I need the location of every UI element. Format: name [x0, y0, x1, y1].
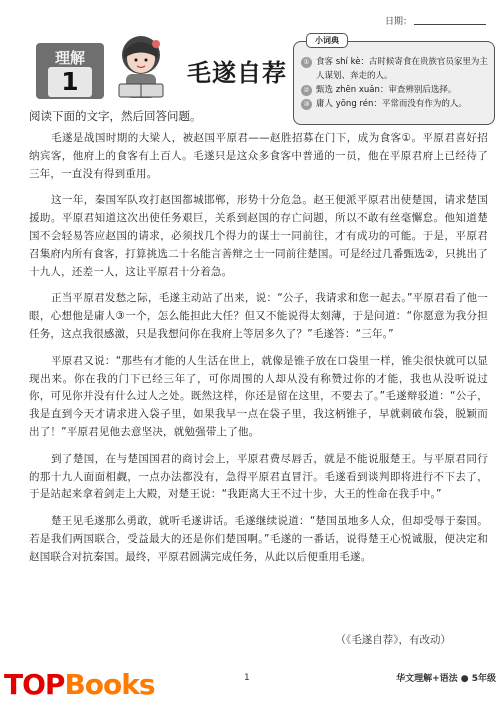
passage-paragraph: 正当平原君发愁之际，毛遂主动站了出来，说：“公子，我请求和您一起去。”平原君看了他一眼，心想他是庸人③一个，怎么能担此大任？但又不能说得太刻薄，于是问道：“你愿意为我分担任务，这点我很感激，只是我想问你在我府上等居多久了？”毛遂答：“三年。” [29, 292, 488, 340]
reading-girl-illustration [106, 31, 176, 107]
dictionary-text: 庸人 yōng rén：平常而没有作为的人。 [316, 99, 467, 109]
book-title: 华文理解+语法 ● 5年级 [396, 674, 496, 684]
date-label: 日期： [385, 17, 413, 27]
passage-paragraph: 这一年，秦国军队攻打赵国都城邯郸，形势十分危急。赵王便派平原君出使楚国，请求楚国援助。平原君知道这次出使任务艰巨，关系到赵国的存亡问题，所以不敢有丝毫懈怠。他知道楚国不会轻易答应赵国的请求，必须找几个得力的谋士一同前往，才有成功的可能。于是，平原君召集府内所有食客，打算挑选二十名能言善辩之士一同前往楚国。可是经过几番甄选②，只挑出了十九人，还差一人，这让平原君十分着急。 [29, 194, 489, 278]
passage-paragraph: 到了楚国，在与楚国国君的商讨会上，平原君费尽唇舌，就是不能说服楚王。与平原君同行的那十九人面面相觑，一点办法都没有，急得平原君直冒汗。毛遂看到谈判即将进行不下去了，于是站起来拿着剑走上大殿，对楚王说：“我距离大王不过十步，大王的性命在我手中。” [29, 452, 488, 501]
dictionary-title: 小词典 [306, 33, 348, 48]
lesson-number: 1 [48, 67, 92, 97]
dictionary-number-icon: ③ [301, 99, 312, 110]
lesson-label: 理解 [54, 49, 85, 67]
page-title: 毛遂自荐 [187, 59, 287, 87]
dictionary-box [293, 36, 495, 125]
reading-passage [29, 130, 488, 576]
dictionary-number-icon: ② [301, 85, 312, 96]
passage-paragraph: 平原君又说：“那些有才能的人生活在世上，就像是锥子放在口袋里一样，锥尖很快就可以显现出来。你在我的门下已经三年了，可你周围的人却从没有称赞过你的才能，我也从没听说过你，可见你并没有什么过人之处。既然这样，你还是留在这里，不要去了。”毛遂辩驳道：“公子，我是直到今天才请求进入袋子里，如果我早一点在袋子里，我这柄锥子，早就刺破布袋，脱颖而出了！”平原君见他去意坚决，就勉强带上了他。 [29, 354, 488, 438]
dictionary-list [301, 55, 489, 111]
dictionary-text: 甄选 zhēn xuǎn：审查辨别后选择。 [316, 85, 457, 95]
date-line [414, 24, 486, 25]
reading-instruction: 阅读下面的文字，然后回答问题。 [29, 109, 202, 123]
dictionary-text: 食客 shí kè：古时候寄食在贵族官员家里为主人谋划、奔走的人。 [316, 57, 488, 81]
source-citation: （《毛遂自荐》，有改动） [335, 634, 451, 646]
dictionary-item [301, 83, 489, 97]
passage-paragraph: 楚王见毛遂那么勇敢，就听毛遂讲话。毛遂继续说道：“楚国虽地多人众，但却受辱于秦国。若是我们两国联合，受益最大的还是你们楚国啊。”毛遂的一番话，说得楚王心悦诚服，便决定和赵国联合对抗秦国。最终，平原君圆满完成任务，从此以后便重用毛遂。 [29, 515, 488, 563]
dictionary-number-icon: ① [301, 57, 312, 68]
page-footer [0, 660, 503, 700]
topbooks-logo: TOPBooks [4, 668, 155, 701]
passage-paragraph: 毛遂是战国时期的大梁人，被赵国平原君——赵胜招募在门下，成为食客①。平原君喜好招纳宾客，他府上的食客有上百人。毛遂只是这众多食客中普通的一员，他在平原君府上已经待了三年，一直没有得到重用。 [29, 132, 488, 180]
dictionary-item [301, 55, 489, 83]
page-number: 1 [244, 673, 250, 683]
dictionary-item [301, 97, 489, 111]
lesson-badge [36, 43, 104, 99]
